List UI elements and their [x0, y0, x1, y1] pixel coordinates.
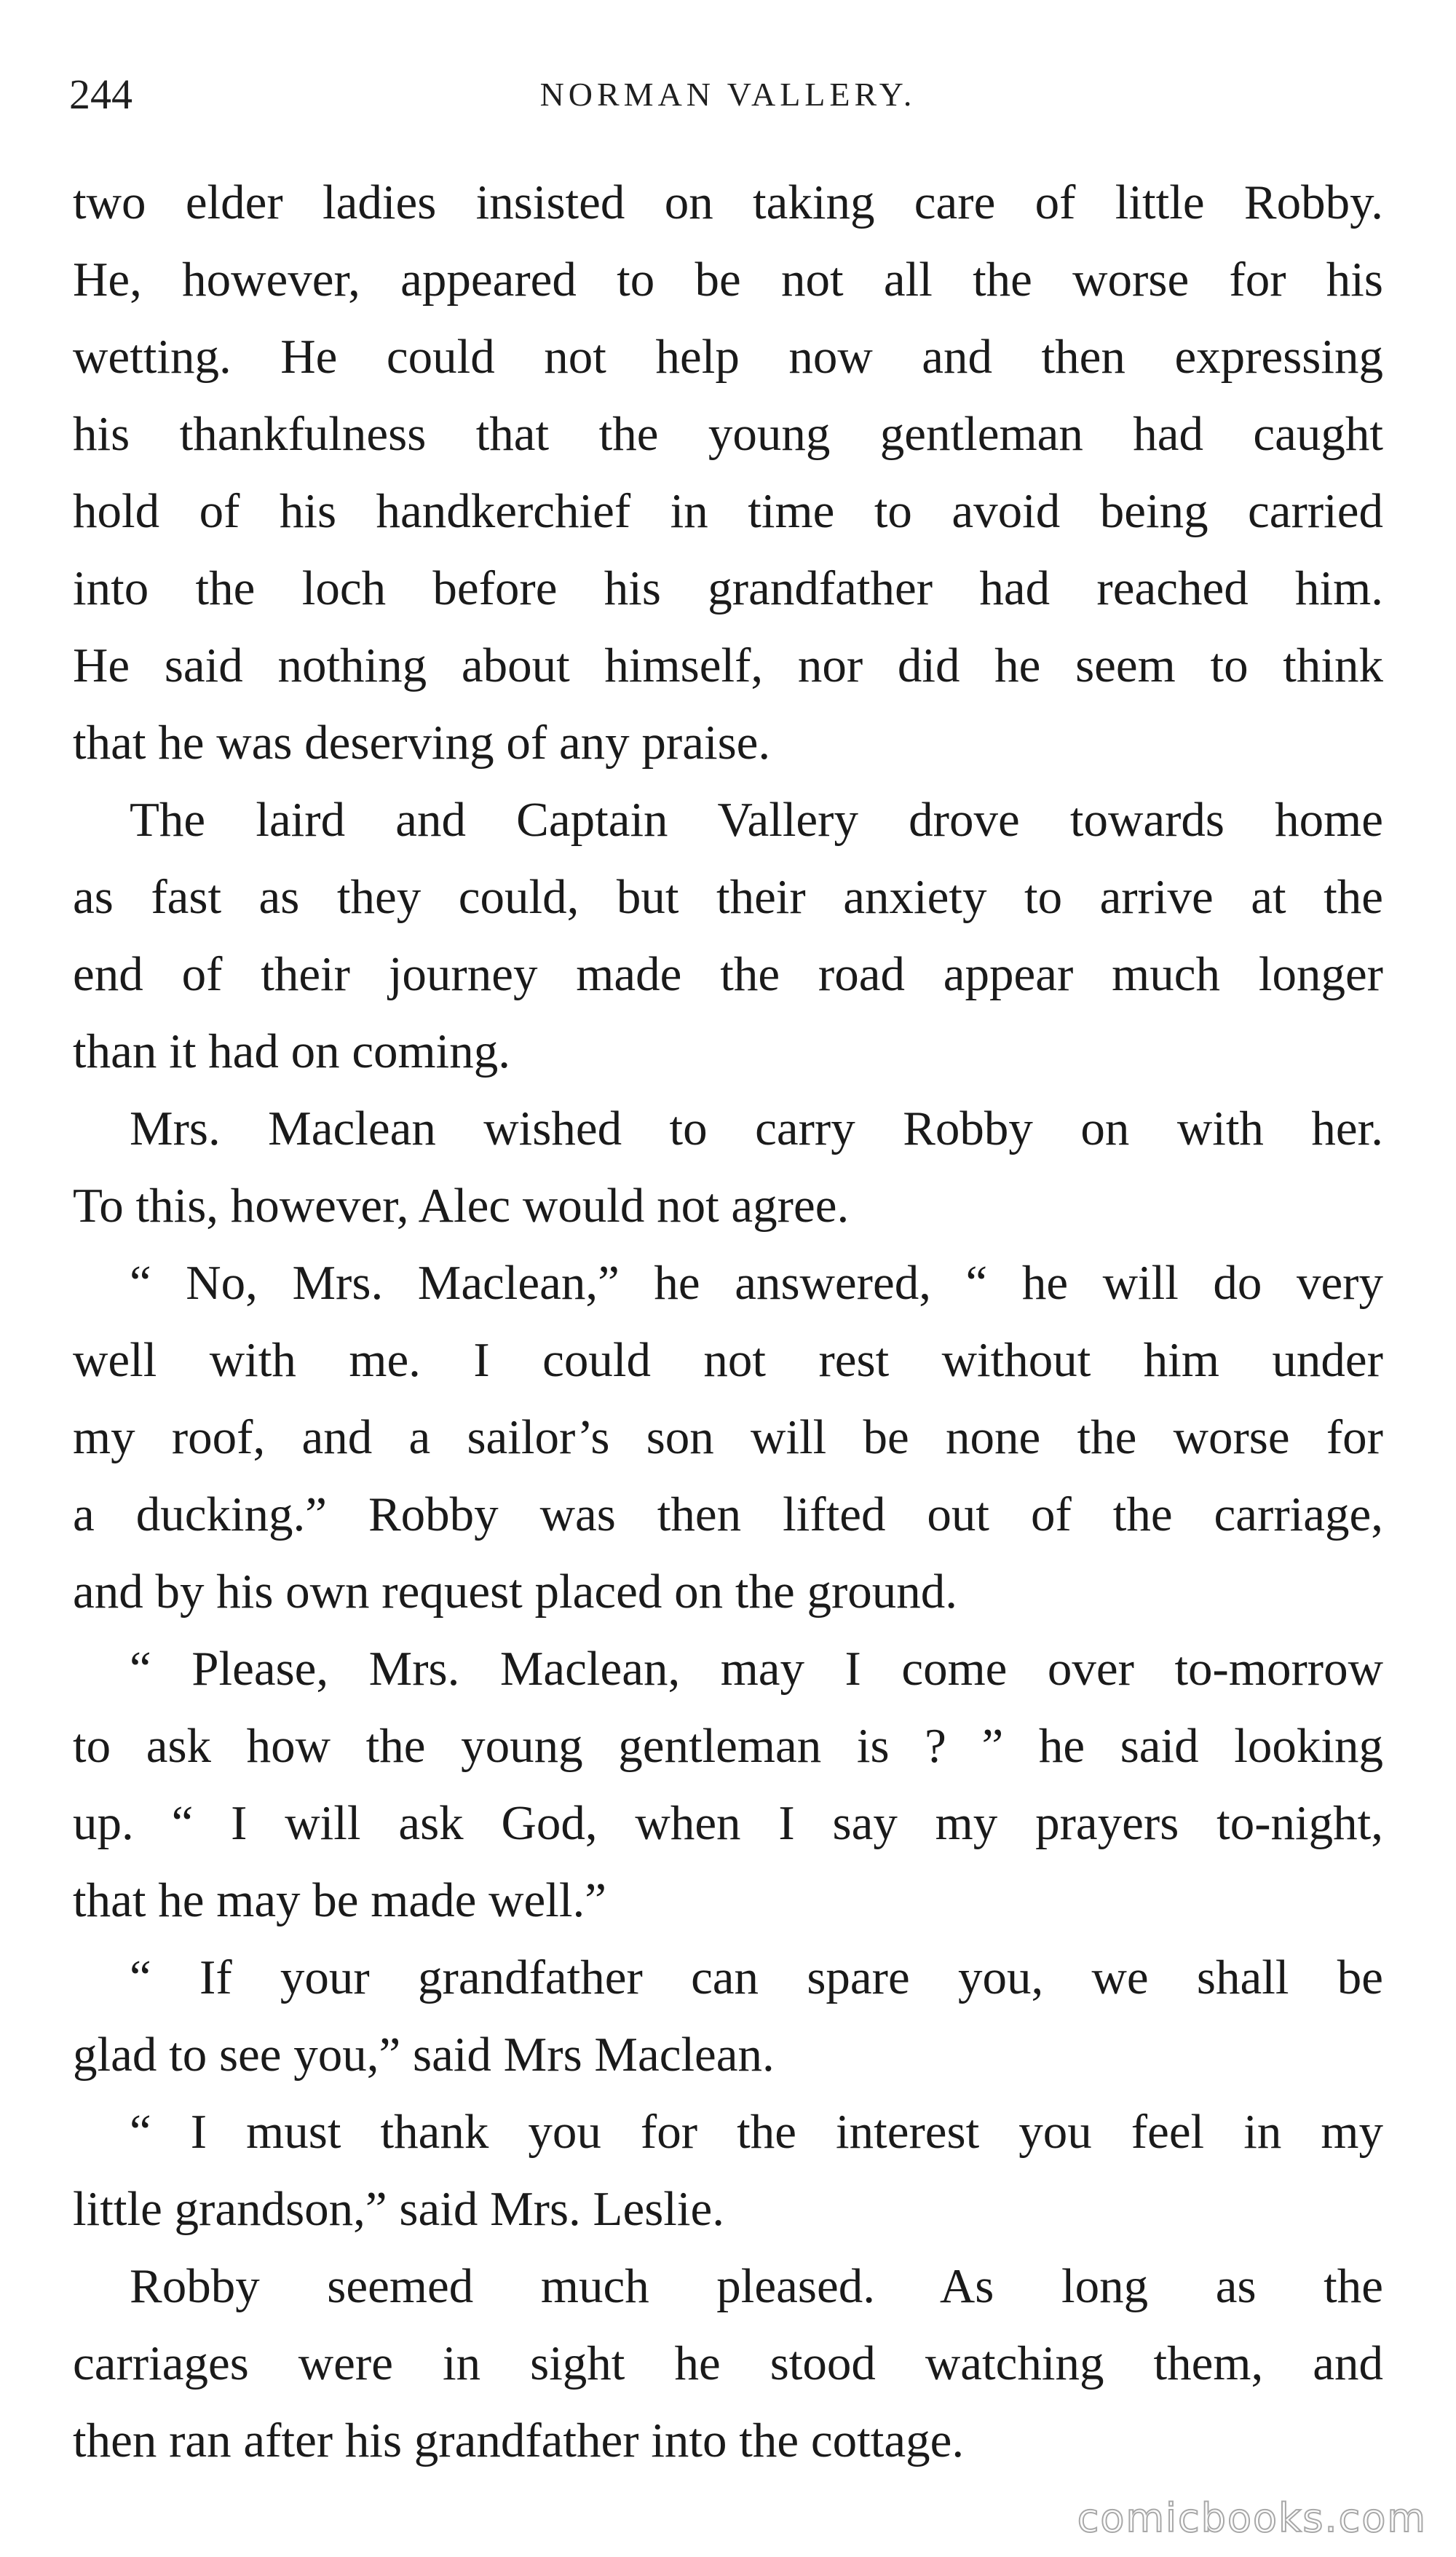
text-line: The laird and Captain Vallery drove towards home [130, 793, 1383, 847]
text-line: Mrs. Maclean wished to carry Robby on with her. [130, 1102, 1383, 1155]
text-line: as fast as they could, but their anxiety to arrive at the [73, 870, 1383, 924]
text-line: into the loch before his grandfather had reached him. [73, 561, 1383, 615]
text-line: two elder ladies insisted on taking care of little Robby. [73, 175, 1383, 229]
text-line: He, however, appeared to be not all the worse for his [73, 253, 1383, 307]
text-line: a ducking.” Robby was then lifted out of the carriage, [73, 1487, 1383, 1541]
paragraph [73, 164, 1383, 781]
text-line: “ I must thank you for the interest you feel in my [130, 2105, 1383, 2159]
text-line: my roof, and a sailor’s son will be none the worse for [73, 1410, 1383, 1464]
paragraph [73, 1630, 1383, 1939]
text-line: his thankfulness that the young gentleman had caught [73, 407, 1383, 461]
paragraph [73, 2248, 1383, 2479]
text-line: wetting. He could not help now and then expressing [73, 330, 1383, 384]
text-line: hold of his handkerchief in time to avoid being carried [73, 484, 1383, 538]
text-line: little grandson,” said Mrs. Leslie. [73, 2182, 725, 2236]
text-line: that he was deserving of any praise. [73, 716, 771, 770]
text-line: up. “ I will ask God, when I say my prayers to-night, [73, 1796, 1383, 1850]
text-line: well with me. I could not rest without him under [73, 1333, 1383, 1387]
body-text [73, 164, 1383, 2479]
text-line: to ask how the young gentleman is ? ” he said looking [73, 1719, 1383, 1773]
running-head: NORMAN VALLERY. [539, 76, 917, 113]
paragraph [73, 781, 1383, 1090]
text-line: “ Please, Mrs. Maclean, may I come over to-morrow [130, 1642, 1383, 1696]
text-line: Robby seemed much pleased. As long as the [130, 2259, 1383, 2313]
text-line: He said nothing about himself, nor did he seem to think [73, 639, 1383, 692]
page-header [69, 62, 1387, 127]
paragraph [73, 1244, 1383, 1630]
text-line: and by his own request placed on the ground. [73, 1565, 958, 1619]
paragraph [73, 1090, 1383, 1244]
text-line: “ No, Mrs. Maclean,” he answered, “ he will do very [130, 1256, 1383, 1310]
text-line: To this, however, Alec would not agree. [73, 1179, 850, 1233]
text-line: “ If your grandfather can spare you, we shall be [130, 1951, 1383, 2004]
watermark: comicbooks.com [1077, 2495, 1427, 2541]
text-line: end of their journey made the road appear much longer [73, 947, 1383, 1001]
text-line: then ran after his grandfather into the cottage. [73, 2414, 965, 2467]
text-line: than it had on coming. [73, 1024, 511, 1078]
page-number: 244 [69, 71, 132, 118]
paragraph [73, 2093, 1383, 2248]
text-line: glad to see you,” said Mrs Maclean. [73, 2028, 775, 2082]
text-line: carriages were in sight he stood watching them, and [73, 2336, 1383, 2390]
text-line: that he may be made well.” [73, 1873, 606, 1927]
paragraph [73, 1939, 1383, 2093]
